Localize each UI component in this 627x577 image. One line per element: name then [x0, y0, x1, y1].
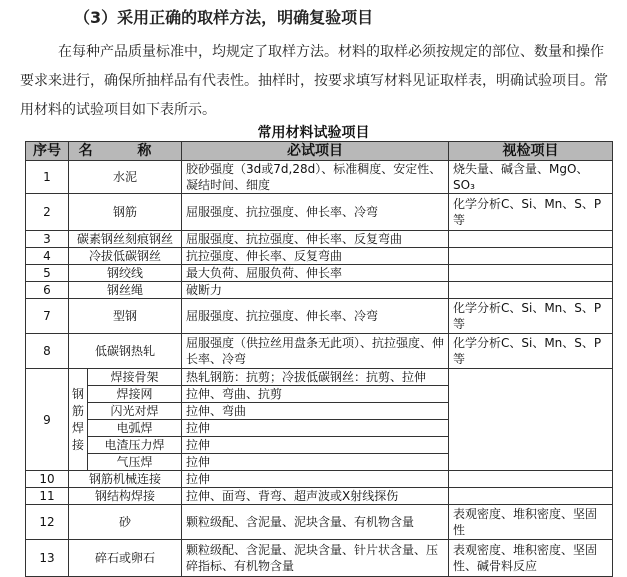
row-no: 5 — [26, 265, 69, 282]
row-name: 碳素钢丝刻痕钢丝 — [69, 231, 182, 248]
table-row — [26, 194, 613, 231]
row-required: 抗拉强度、伸长率、反复弯曲 — [182, 248, 449, 265]
table-title: 常用材料试验项目 — [257, 125, 370, 141]
row-visual — [449, 231, 613, 248]
sub-item-name: 气压焊 — [88, 454, 182, 471]
row-no: 6 — [26, 282, 69, 299]
row-visual — [449, 248, 613, 265]
row-visual: 化学分析C、Si、Mn、S、P等 — [449, 299, 613, 334]
sub-item-name: 焊接网 — [88, 386, 182, 403]
header-name: 名 称 — [69, 142, 182, 161]
table-row — [26, 471, 613, 488]
row-required: 拉伸 — [182, 454, 449, 471]
row-no: 3 — [26, 231, 69, 248]
sub-item-name: 电弧焊 — [88, 420, 182, 437]
section-heading: （3）采用正确的取样方法，明确复验项目 — [74, 8, 374, 27]
table-row — [26, 334, 613, 369]
row-name: 钢丝绳 — [69, 282, 182, 299]
sub-item-name: 焊接骨架 — [88, 369, 182, 386]
table-row — [26, 488, 613, 505]
row-no: 11 — [26, 488, 69, 505]
sub-item-name: 电渣压力焊 — [88, 437, 182, 454]
row-required: 胶砂强度（3d或7d,28d）、标准稠度、安定性、凝结时间、细度 — [182, 161, 449, 194]
row-name: 钢结构焊接 — [69, 488, 182, 505]
table-row — [26, 248, 613, 265]
row-required: 屈服强度、抗拉强度、伸长率、冷弯 — [182, 194, 449, 231]
row-no: 4 — [26, 248, 69, 265]
row-name: 型钢 — [69, 299, 182, 334]
row-required: 热轧钢筋：抗剪；冷拔低碳钢丝：抗剪、拉伸 — [182, 369, 449, 386]
row-visual — [449, 282, 613, 299]
row-required: 拉伸 — [182, 471, 449, 488]
table-row — [26, 505, 613, 540]
row-required: 拉伸 — [182, 437, 449, 454]
row-required: 屈服强度、抗拉强度、伸长率、反复弯曲 — [182, 231, 449, 248]
row-visual — [449, 471, 613, 488]
sub-item-name: 闪光对焊 — [88, 403, 182, 420]
table-row — [26, 282, 613, 299]
header-no: 序号 — [26, 142, 69, 161]
row-required: 拉伸、面弯、背弯、超声波或X射线探伤 — [182, 488, 449, 505]
row-no: 1 — [26, 161, 69, 194]
row-no: 13 — [26, 540, 69, 577]
row-name: 钢筋 — [69, 194, 182, 231]
row-no: 7 — [26, 299, 69, 334]
row-name: 砂 — [69, 505, 182, 540]
row-no: 10 — [26, 471, 69, 488]
row-no: 8 — [26, 334, 69, 369]
row-name: 水泥 — [69, 161, 182, 194]
row-visual — [449, 488, 613, 505]
intro-paragraph: 在每种产品质量标准中，均规定了取样方法。材料的取样必须按规定的部位、数量和操作要求来进行，确保所抽样品有代表性。抽样时，按要求填写材料见证取样表，明确试验项目。常用材料的试验项目如下表所示。 — [20, 44, 608, 118]
row-name: 碎石或卵石 — [69, 540, 182, 577]
row-visual: 化学分析C、Si、Mn、S、P等 — [449, 194, 613, 231]
row-visual — [449, 369, 613, 471]
test-items-table — [25, 141, 613, 577]
row-visual: 表观密度、堆积密度、坚固性 — [449, 505, 613, 540]
table-row — [26, 265, 613, 282]
row-required: 破断力 — [182, 282, 449, 299]
row-name: 钢筋机械连接 — [69, 471, 182, 488]
table-row — [26, 540, 613, 577]
header-required: 必试项目 — [182, 142, 449, 161]
row-name: 低碳钢热轧 — [69, 334, 182, 369]
row-required: 屈服强度（供拉丝用盘条无此项）、抗拉强度、伸长率、冷弯 — [182, 334, 449, 369]
welding-group-label: 钢筋焊接 — [69, 369, 88, 471]
row-visual: 表观密度、堆积密度、坚固性、碱骨料反应 — [449, 540, 613, 577]
row-name: 钢绞线 — [69, 265, 182, 282]
row-required: 拉伸 — [182, 420, 449, 437]
row-required: 屈服强度、抗拉强度、伸长率、冷弯 — [182, 299, 449, 334]
table-row — [26, 299, 613, 334]
row-no: 2 — [26, 194, 69, 231]
row-required: 颗粒级配、含泥量、泥块含量、有机物含量 — [182, 505, 449, 540]
row-no: 12 — [26, 505, 69, 540]
table-row — [26, 369, 613, 386]
row-visual: 化学分析C、Si、Mn、S、P等 — [449, 334, 613, 369]
row-visual — [449, 265, 613, 282]
row-required: 最大负荷、屈服负荷、伸长率 — [182, 265, 449, 282]
row-visual: 烧失量、碱含量、MgO、SO₃ — [449, 161, 613, 194]
header-row — [26, 142, 613, 161]
table-row — [26, 231, 613, 248]
row-required: 拉伸、弯曲、抗剪 — [182, 386, 449, 403]
row-no: 9 — [26, 369, 69, 471]
row-required: 拉伸、弯曲 — [182, 403, 449, 420]
header-visual: 视检项目 — [449, 142, 613, 161]
row-required: 颗粒级配、含泥量、泥块含量、针片状含量、压碎指标、有机物含量 — [182, 540, 449, 577]
table-row — [26, 161, 613, 194]
row-name: 冷拔低碳钢丝 — [69, 248, 182, 265]
